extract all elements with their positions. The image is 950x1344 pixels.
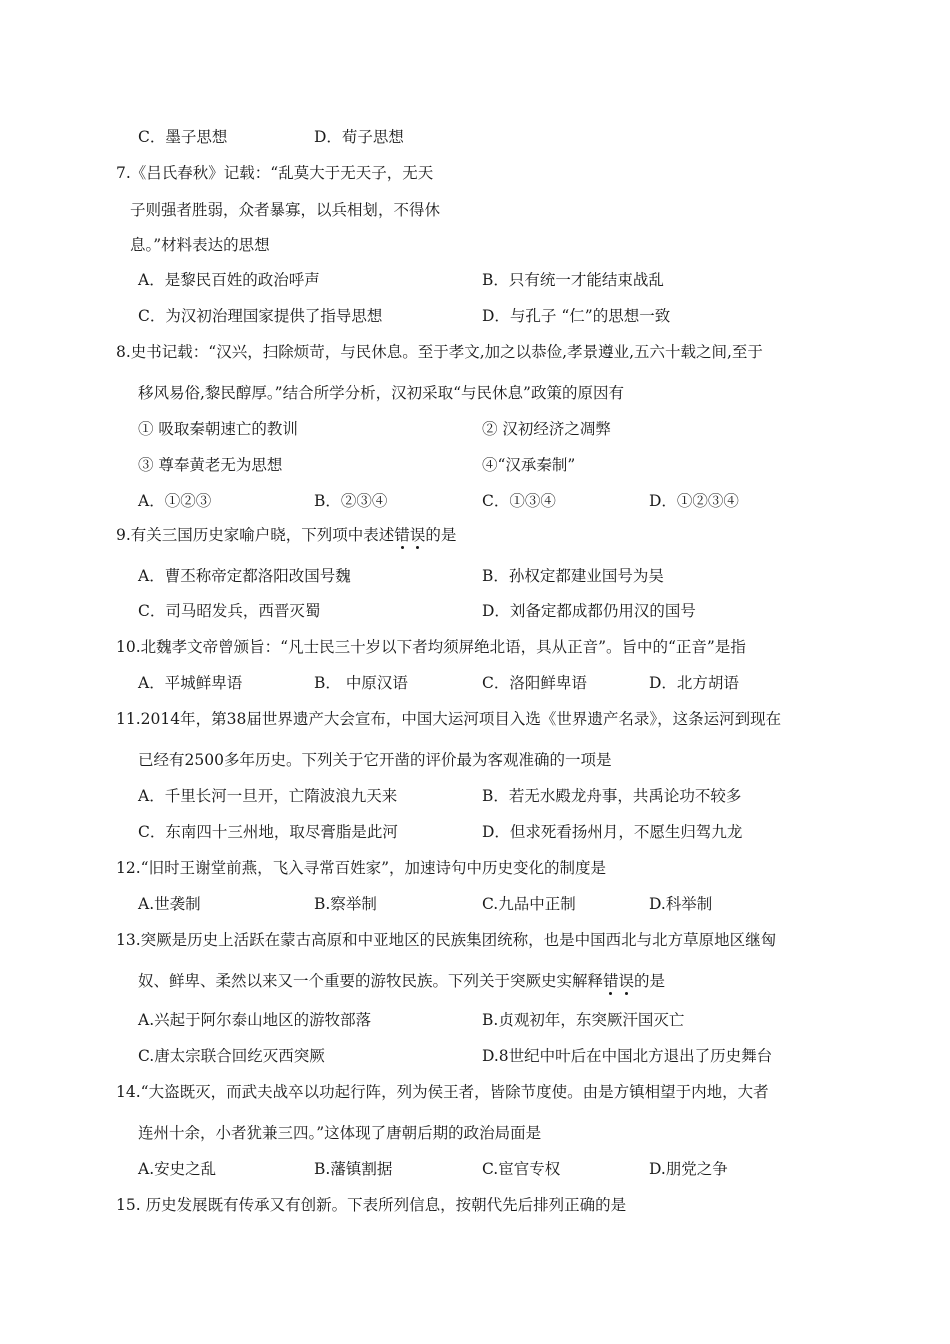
q9-option-a: A．曹丕称帝定都洛阳改国号魏 bbox=[138, 567, 351, 585]
q12-stem: 12.“旧时王谢堂前燕，飞入寻常百姓家”，加速诗句中历史变化的制度是 bbox=[116, 859, 607, 877]
q13-stem-pre: 奴、鲜卑、柔然以来又一个重要的游牧民族。下列关于突厥史实解释 bbox=[138, 972, 604, 990]
q13-emphasis-2: 误 bbox=[618, 972, 635, 990]
q14-option-d: D.朋党之争 bbox=[649, 1160, 728, 1178]
q11-stem-line-1: 11.2014年，第38届世界遗产大会宣布，中国大运河项目入选《世界遗产名录》，这条运河到现在 bbox=[116, 710, 782, 728]
q9-emphasis-1: 错 bbox=[394, 526, 410, 544]
q12-option-d: D.科举制 bbox=[649, 895, 713, 913]
q6-option-c: C．墨子思想 bbox=[138, 128, 228, 146]
q15-stem: 15. 历史发展既有传承又有创新。下表所列信息，按朝代先后排列正确的是 bbox=[116, 1196, 627, 1214]
q8-statement-1: ① 吸取秦朝速亡的教训 bbox=[138, 420, 298, 438]
q13-option-a: A.兴起于阿尔泰山地区的游牧部落 bbox=[138, 1011, 372, 1029]
q9-option-c: C．司马昭发兵，西晋灭蜀 bbox=[138, 602, 321, 620]
q14-option-a: A.安史之乱 bbox=[138, 1160, 217, 1178]
q12-option-c: C.九品中正制 bbox=[482, 895, 576, 913]
q7-stem-line-2: 子则强者胜弱，众者暴寡，以兵相刬，不得休 bbox=[130, 201, 441, 219]
q13-option-d: D.8世纪中叶后在中国北方退出了历史舞台 bbox=[482, 1047, 773, 1065]
q8-stem-line-1: 8.史书记载：“汉兴，扫除烦苛，与民休息。至于孝文,加之以恭俭,孝景遵业,五六十载之间,至于 bbox=[116, 343, 763, 361]
q11-option-b: B．若无水殿龙舟事，共禹论功不较多 bbox=[482, 787, 742, 805]
q7-option-a: A．是黎民百姓的政治呼声 bbox=[138, 271, 320, 289]
q11-stem-line-2: 已经有2500多年历史。下列关于它开凿的评价最为客观准确的一项是 bbox=[138, 751, 612, 769]
q14-stem-line-1: 14.“大盗既灭，而武夫战卒以功起行阵，列为侯王者，皆除节度使。由是方镇相望于内地，大者 bbox=[116, 1083, 769, 1101]
q10-option-b: B． 中原汉语 bbox=[314, 674, 408, 692]
q14-stem-line-2: 连州十余，小者犹兼三四。”这体现了唐朝后期的政治局面是 bbox=[138, 1124, 542, 1142]
q12-option-a: A.世袭制 bbox=[138, 895, 201, 913]
q10-stem: 10.北魏孝文帝曾颁旨：“凡士民三十岁以下者均须屏绝北语，具从正音”。旨中的“正音”是指 bbox=[116, 638, 746, 656]
q13-stem-line-2 bbox=[138, 971, 665, 991]
q9-stem-pre: 9.有关三国历史家喻户晓，下列项中表述 bbox=[116, 526, 395, 544]
q7-option-d: D．与孔子 “仁”的思想一致 bbox=[482, 307, 671, 325]
q11-option-d: D．但求死看扬州月，不愿生归驾九龙 bbox=[482, 823, 743, 841]
q10-option-a: A．平城鲜卑语 bbox=[138, 674, 243, 692]
q7-stem-line-3: 息。”材料表达的思想 bbox=[130, 236, 270, 254]
q9-option-b: B．孙权定都建业国号为吴 bbox=[482, 567, 664, 585]
q7-option-c: C．为汉初治理国家提供了指导思想 bbox=[138, 307, 383, 325]
q11-option-c: C．东南四十三州地，取尽膏脂是此河 bbox=[138, 823, 398, 841]
q8-option-d: D．①②③④ bbox=[649, 492, 739, 510]
q9-stem-post: 的是 bbox=[425, 526, 457, 544]
q10-option-d: D．北方胡语 bbox=[649, 674, 739, 692]
q8-option-b: B．②③④ bbox=[314, 492, 388, 510]
q7-option-b: B．只有统一才能结束战乱 bbox=[482, 271, 664, 289]
q8-statement-4: ④“汉承秦制” bbox=[482, 456, 576, 474]
q8-statement-2: ② 汉初经济之凋弊 bbox=[482, 420, 611, 438]
q10-option-c: C．洛阳鲜卑语 bbox=[482, 674, 587, 692]
q6-option-d: D．荀子思想 bbox=[314, 128, 404, 146]
q9-option-d: D．刘备定都成都仍用汉的国号 bbox=[482, 602, 696, 620]
q13-stem-post: 的是 bbox=[634, 972, 666, 990]
q12-option-b: B.察举制 bbox=[314, 895, 377, 913]
q13-emphasis-1: 错 bbox=[603, 972, 619, 990]
q13-option-b: B.贞观初年，东突厥汗国灭亡 bbox=[482, 1011, 685, 1029]
q13-option-c: C.唐太宗联合回纥灭西突厥 bbox=[138, 1047, 325, 1065]
q13-stem-line-1: 13.突厥是历史上活跃在蒙古高原和中亚地区的民族集团统称，也是中国西北与北方草原地区继匈 bbox=[116, 931, 777, 949]
q14-option-b: B.藩镇割据 bbox=[314, 1160, 393, 1178]
q14-option-c: C.宦官专权 bbox=[482, 1160, 561, 1178]
q11-option-a: A．千里长河一旦开，亡隋波浪九天来 bbox=[138, 787, 398, 805]
q8-option-c: C．①③④ bbox=[482, 492, 556, 510]
q9-emphasis-2: 误 bbox=[409, 526, 426, 544]
q8-statement-3: ③ 尊奉黄老无为思想 bbox=[138, 456, 283, 474]
q8-option-a: A．①②③ bbox=[138, 492, 212, 510]
q7-stem-line-1: 7.《吕氏春秋》记载：“乱莫大于无天子，无天 bbox=[116, 164, 434, 182]
q8-stem-line-2: 移风易俗,黎民醇厚。”结合所学分析，汉初采取“与民休息”政策的原因有 bbox=[138, 384, 624, 402]
q9-stem bbox=[116, 525, 456, 545]
